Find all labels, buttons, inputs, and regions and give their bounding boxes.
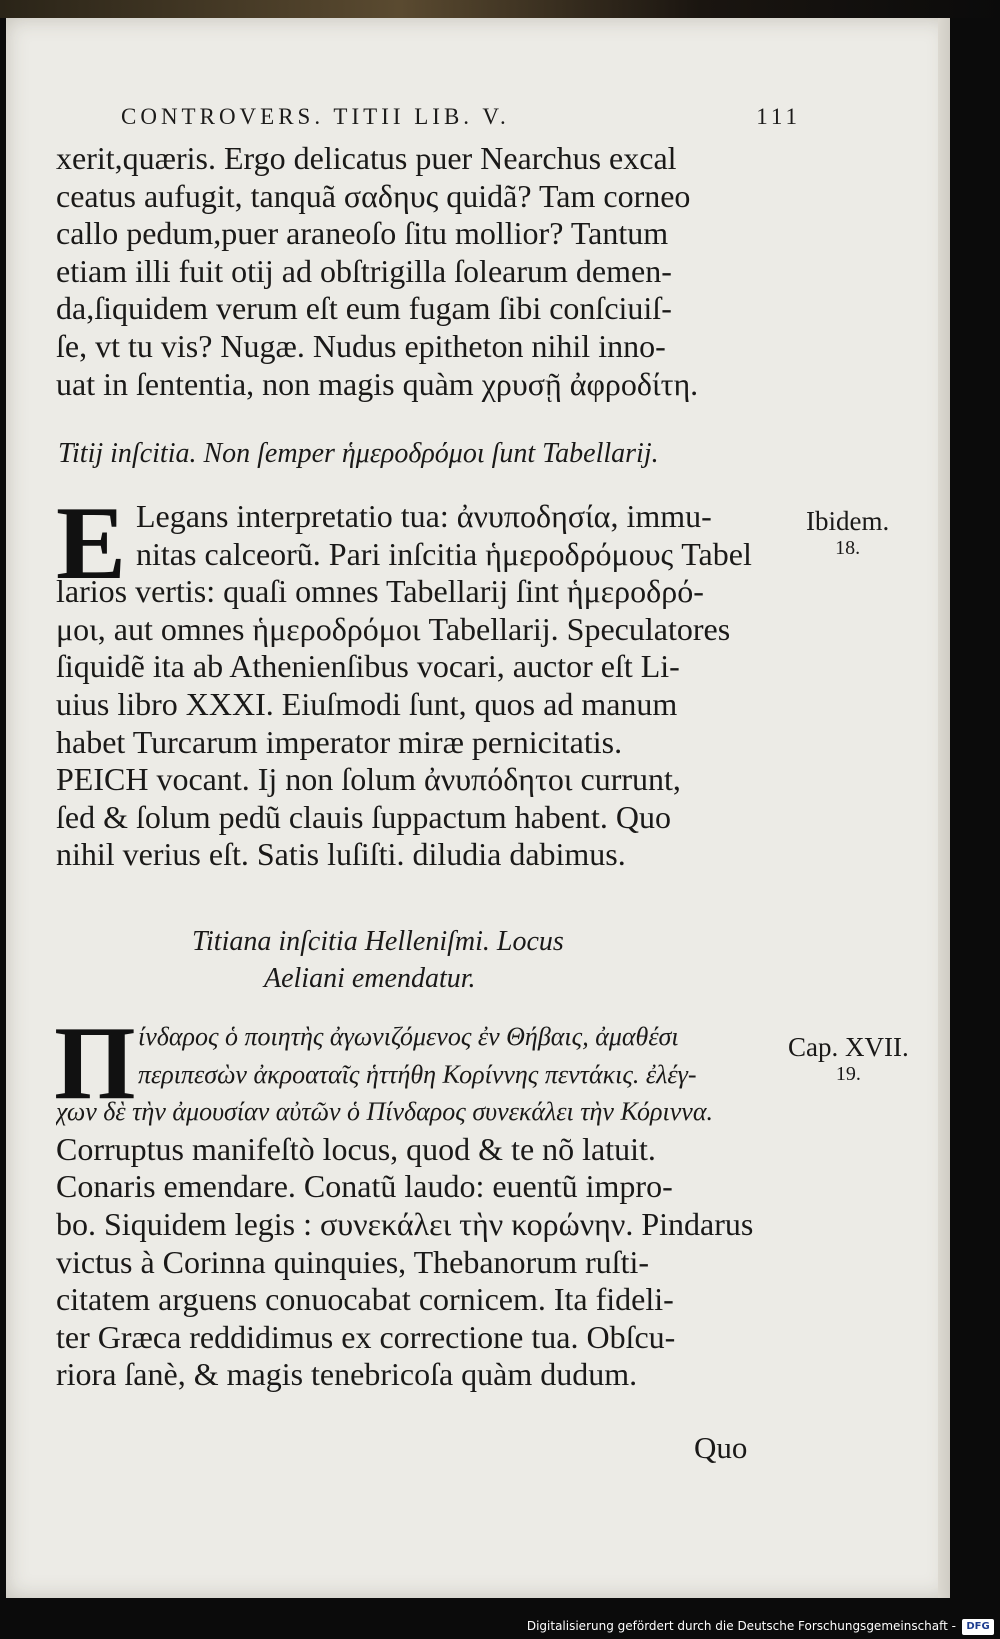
text-line: habet Turcarum imperator miræ pernicitatis. [56,723,623,760]
drop-capital: E [56,484,127,601]
marginal-note-label: Ibidem. [806,506,890,536]
section-heading-2-line-2: Aeliani emendatur. [264,963,476,994]
marginal-note-number: 18. [835,537,861,559]
text-line: ſe, vt tu vis? Nugæ. Nudus epitheton nihil inno- [56,327,666,364]
page-header [121,104,801,130]
text-line: Corruptus manifeſtò locus, quod & te nõ latuit. [56,1130,656,1167]
text-line: PEICH vocant. Ij non ſolum ἀνυπόδητοι currunt, [56,761,681,798]
text-line: xerit,quæris. Ergo delicatus puer Nearchus excal [56,140,677,176]
text-line: ceatus aufugit, tanquã σαδηυς quidã? Tam corneo [56,177,691,214]
text-line: larios vertis: quaſi omnes Tabellarij ſint ἡμεροδρό- [56,573,704,610]
text-line: uat in ſententia, non magis quàm χρυσῇ ἀφροδίτη. [56,365,699,402]
paragraph-2 [56,498,801,874]
text-line: μοι, aut omnes ἡμεροδρόμοι Tabellarij. Speculatores [56,610,731,647]
paragraph-1 [56,140,801,403]
marginal-note-2 [788,1032,909,1086]
page-number: 111 [756,104,801,129]
section-heading-2-line-1: Titiana inſcitia Helleniſmi. Locus [192,926,564,957]
paragraph-3 [56,1018,801,1394]
text-line: victus à Corinna quinquies, Thebanorum ruſti- [56,1243,650,1280]
catchword: Quo [694,1430,748,1465]
text-line: etiam illi fuit otij ad obſtrigilla ſolearum demen- [56,252,672,289]
text-line: citatem arguens conuocabat cornicem. Ita fideli- [56,1281,674,1318]
text-line: Legans interpretatio tua: ἀνυποδησία, immu- [136,498,712,534]
marginal-note-number: 19. [835,1063,861,1085]
book-page [6,18,950,1598]
greek-line: περιπεσὼν ἀκροαταῖς ἡττήθη Κορίννης πεντάκις. ἐλέγ- [138,1059,697,1089]
text-line: bo. Siquidem legis : συνεκάλει τὴν κορώνην. Pindarus [56,1205,754,1242]
drop-capital: Π [54,1004,136,1121]
text-line: ſiquidẽ ita ab Athenienſibus vocari, auctor eſt Li- [56,648,680,685]
section-heading-1: Titij inſcitia. Non ſemper ἡμεροδρόμοι ſunt Tabellarij. [58,438,659,469]
greek-line: χων δὲ τὴν ἀμουσίαν αὐτῶν ὁ Πίνδαρος συνεκάλει τὴν Κόριννα. [56,1097,713,1127]
text-line: Conaris emendare. Conatũ laudo: euentũ impro- [56,1168,673,1205]
dfg-logo-icon: DFG [962,1619,994,1635]
digitization-credit: Digitalisierung gefördert durch die Deutsche Forschungsgemeinschaft - [526,1619,956,1633]
text-line: callo pedum,puer araneoſo ſitu mollior? Tantum [56,215,669,252]
text-line: uius libro XXXI. Eiuſmodi ſunt, quos ad manum [56,685,678,722]
text-line: riora ſanè, & magis tenebricoſa quàm dudum. [56,1356,638,1393]
text-line: ſed & ſolum pedũ clauis ſuppactum habent. Quo [56,798,671,835]
top-binding-strip [0,0,1000,18]
marginal-note-1 [806,506,889,560]
text-line: nihil verius eſt. Satis luſiſti. diludia dabimus. [56,836,626,873]
text-line: da,ſiquidem verum eſt eum fugam ſibi conſciuiſ- [56,290,672,327]
page-edge [938,18,950,1598]
text-line: ter Græca reddidimus ex correctione tua. Obſcu- [56,1318,676,1355]
running-head: CONTROVERS. TITII LIB. V. [121,104,510,129]
greek-line: ίνδαρος ὁ ποιητὴς ἀγωνιζόμενος ἐν Θήβαις, ἀμαθέσι [138,1022,679,1051]
marginal-note-label: Cap. XVII. [788,1032,909,1062]
text-line: nitas calceorũ. Pari inſcitia ἡμεροδρόμους Tabel [136,535,752,572]
